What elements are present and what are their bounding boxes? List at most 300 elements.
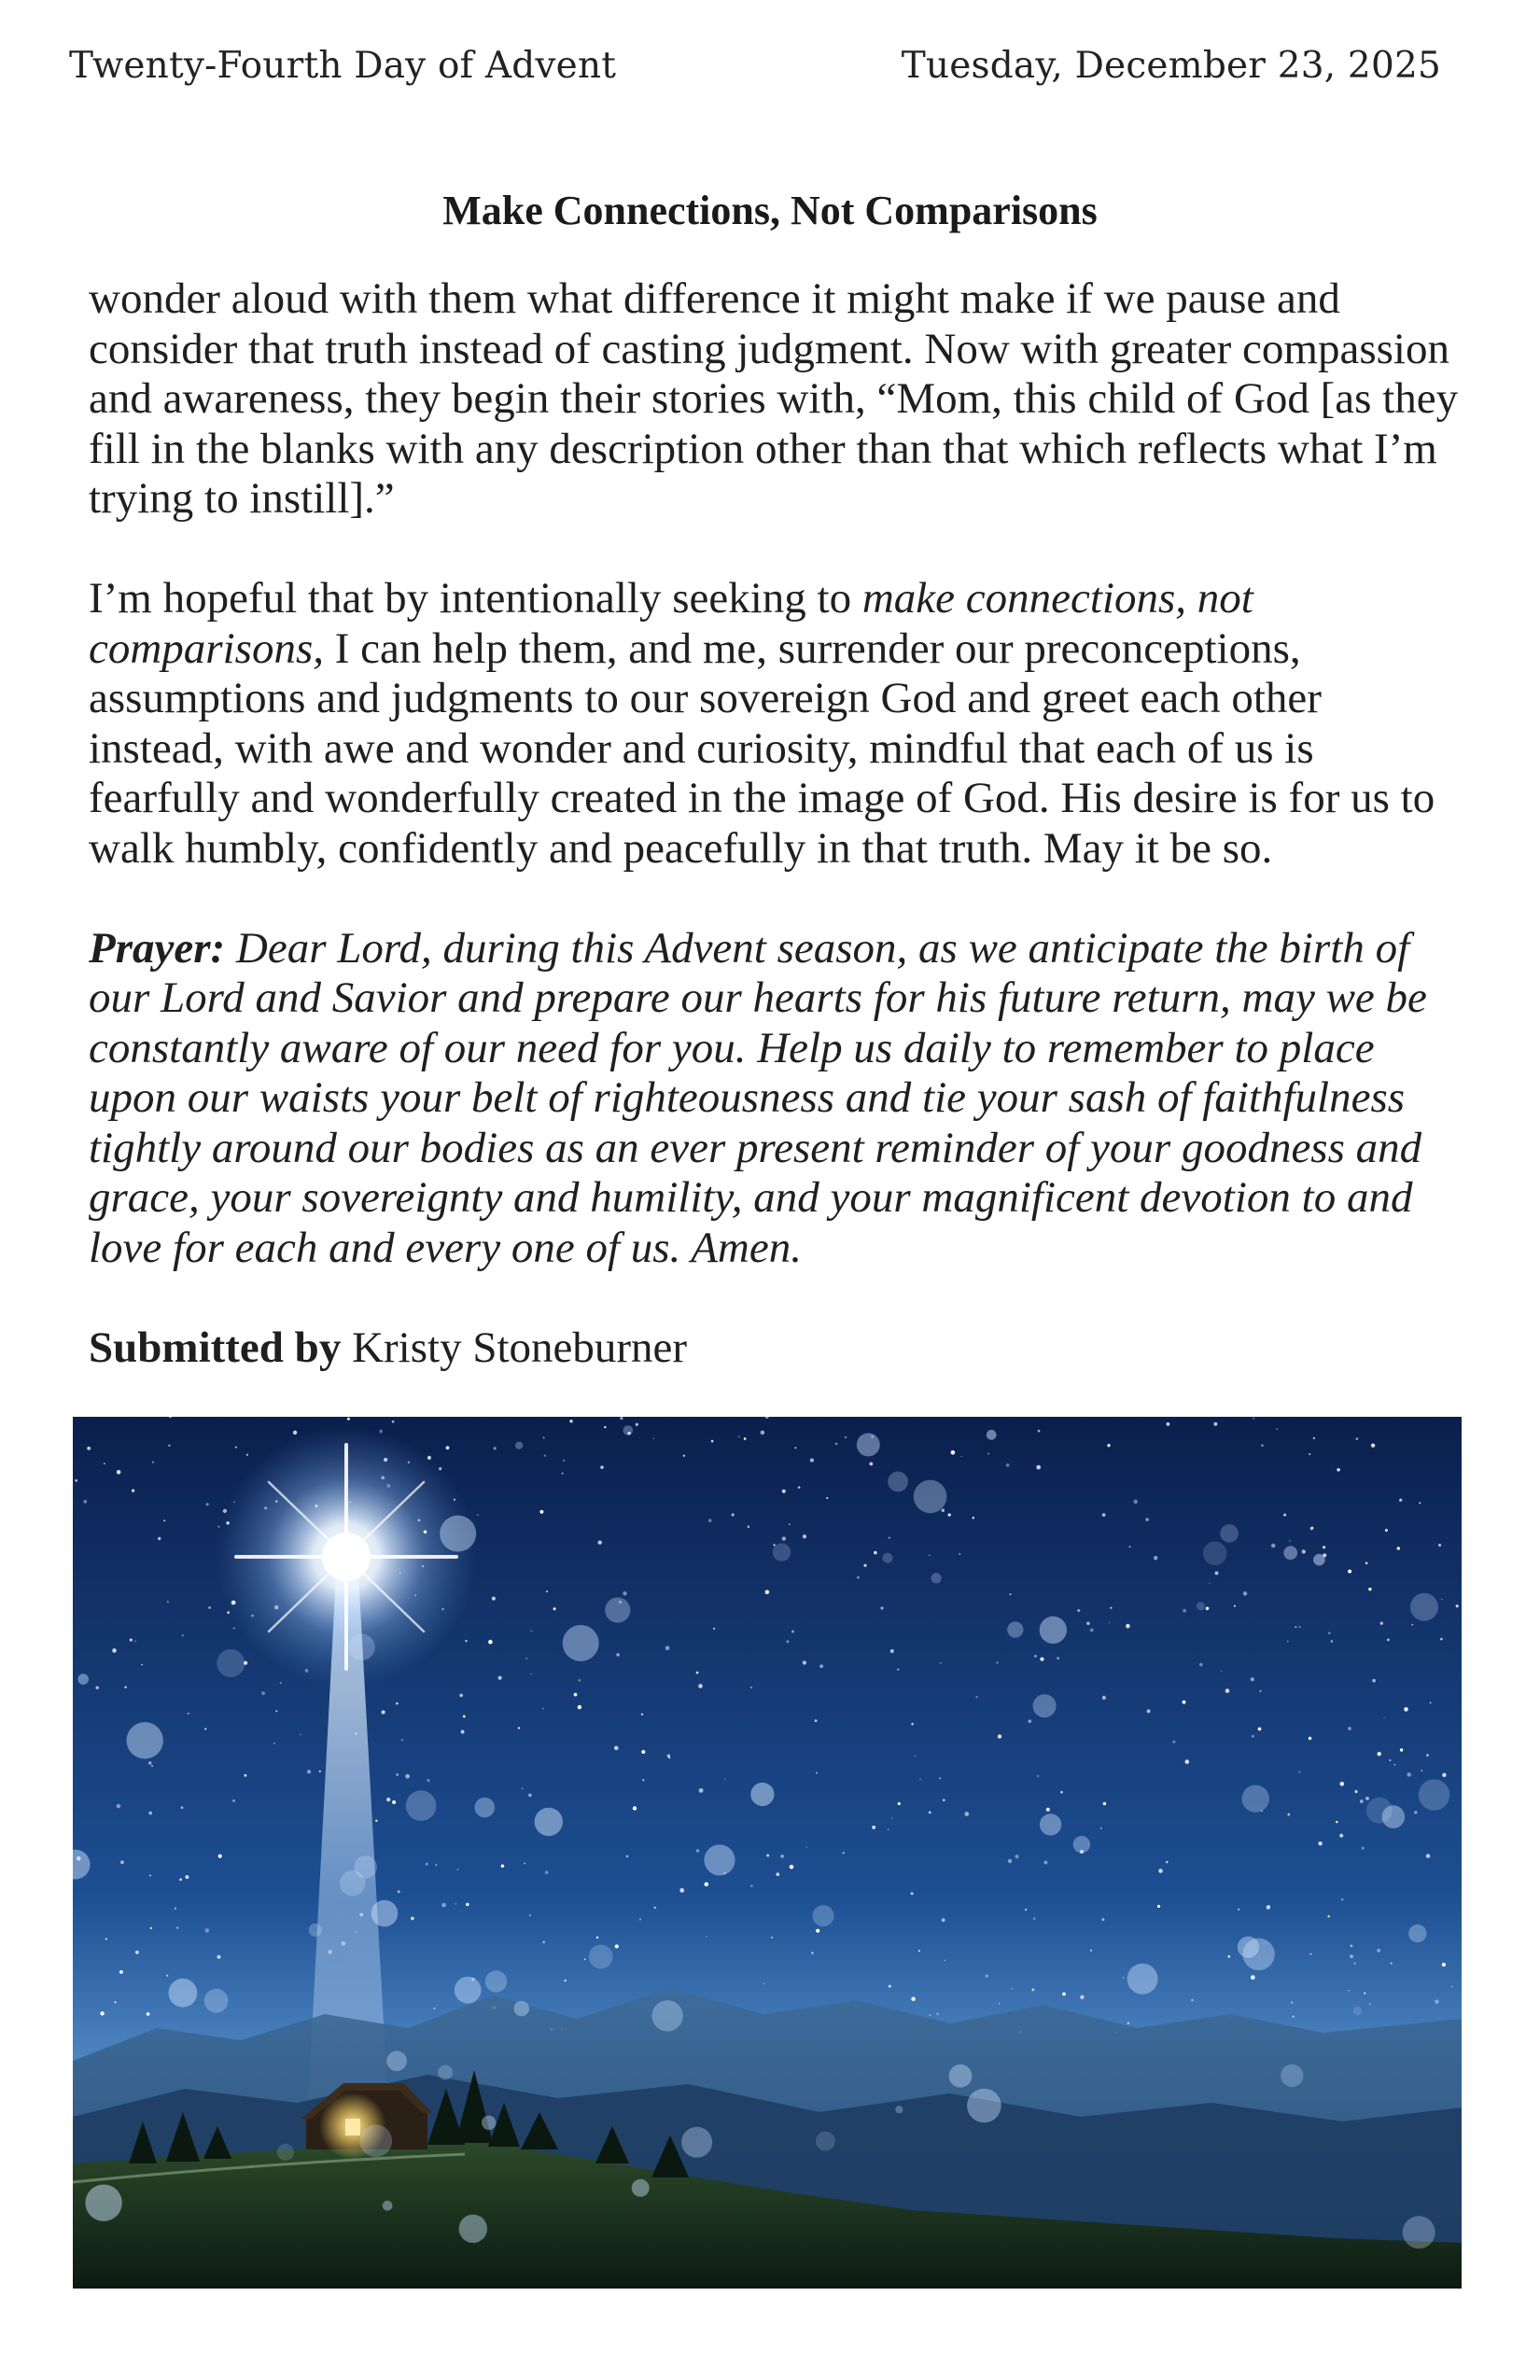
star-dot: [273, 1743, 275, 1744]
star-dot: [930, 2014, 931, 2015]
snowflake: [1242, 1785, 1269, 1813]
star-dot: [1034, 1655, 1037, 1658]
star-dot: [382, 1710, 385, 1714]
snowflake: [1382, 1805, 1406, 1828]
star-dot: [1430, 1702, 1432, 1704]
star-dot: [163, 1519, 165, 1521]
star-dot: [790, 1865, 794, 1869]
star-dot: [1006, 1463, 1010, 1467]
star-dot: [1295, 1626, 1297, 1628]
star-dot: [915, 1756, 917, 1757]
snowflake: [1238, 1937, 1259, 1958]
star-dot: [699, 1788, 704, 1793]
snowflake: [1040, 1813, 1061, 1835]
star-dot: [522, 1788, 523, 1789]
star-dot: [244, 1774, 246, 1777]
star-dot: [869, 1462, 873, 1465]
star-dot: [546, 1590, 548, 1592]
snowflake: [857, 1433, 880, 1456]
star-dot: [636, 1423, 638, 1426]
star-dot: [1368, 1588, 1371, 1590]
star-dot: [683, 1455, 685, 1457]
star-dot: [780, 1855, 784, 1858]
star-dot: [466, 1903, 469, 1906]
star-dot: [1351, 1945, 1353, 1948]
star-dot: [246, 1454, 248, 1456]
star-dot: [750, 1884, 753, 1887]
star-dot: [441, 1903, 446, 1908]
star-dot: [615, 1944, 619, 1948]
star-dot: [653, 1437, 654, 1438]
star-dot: [185, 1875, 189, 1879]
star-dot: [616, 1653, 619, 1656]
star-dot: [1206, 1606, 1210, 1610]
star-dot: [235, 1447, 237, 1449]
star-dot: [543, 1436, 545, 1438]
star-dot: [411, 1917, 414, 1921]
star-dot: [872, 1826, 875, 1829]
star-dot: [1441, 1599, 1442, 1600]
snowflake: [340, 1870, 365, 1896]
star-dot: [1369, 2003, 1370, 2004]
star-dot: [1258, 1728, 1262, 1731]
snowflake: [514, 2001, 529, 2016]
star-dot: [1259, 1690, 1261, 1692]
snowflake: [217, 1649, 245, 1677]
star-dot: [1435, 1999, 1439, 2004]
star-dot: [1348, 1727, 1351, 1730]
prayer-label: Prayer:: [89, 923, 226, 973]
star-dot: [1060, 1791, 1062, 1793]
star-dot: [940, 1662, 942, 1664]
star-dot: [1100, 1827, 1102, 1829]
star-dot: [1390, 1759, 1392, 1761]
star-dot: [843, 1852, 845, 1854]
star-dot: [545, 1870, 549, 1874]
star-dot: [1451, 1986, 1452, 1987]
star-dot: [104, 1463, 105, 1464]
star-dot: [1365, 1797, 1369, 1800]
star-dot: [816, 1772, 817, 1773]
snowflake: [563, 1625, 599, 1661]
star-dot: [1172, 1741, 1175, 1743]
star-dot: [446, 1446, 450, 1449]
star-dot: [889, 1985, 891, 1988]
star-dot: [176, 1927, 178, 1929]
snowflake: [77, 1673, 89, 1685]
star-dot: [1011, 1988, 1012, 1989]
star-dot: [1025, 1909, 1027, 1911]
star-dot: [679, 1888, 684, 1893]
star-dot: [392, 1421, 395, 1423]
star-dot: [436, 1864, 437, 1865]
star-dot: [1090, 1629, 1094, 1632]
star-dot: [148, 1812, 152, 1815]
star-dot: [1209, 1583, 1210, 1584]
star-dot: [1350, 1954, 1353, 1958]
star-dot: [665, 1645, 670, 1650]
snowflake: [750, 1783, 774, 1806]
star-dot: [396, 1773, 398, 1775]
star-dot: [563, 1460, 565, 1462]
star-dot: [763, 1983, 764, 1984]
star-dot: [819, 1664, 823, 1668]
star-dot: [1327, 1915, 1329, 1917]
star-dot: [750, 1687, 752, 1688]
star-dot: [1310, 1953, 1312, 1955]
star-dot: [134, 1641, 136, 1643]
star-dot: [463, 1715, 466, 1718]
snowflake: [371, 1900, 399, 1927]
star-dot: [578, 1705, 581, 1709]
star-dot: [748, 1526, 750, 1529]
star-dot: [961, 1456, 962, 1457]
snowflake: [1033, 1694, 1057, 1717]
star-dot: [1356, 1437, 1359, 1440]
star-dot: [897, 1669, 899, 1671]
bethlehem-star: [322, 1533, 371, 1581]
star-dot: [1372, 1679, 1376, 1683]
star-dot: [1414, 1811, 1417, 1813]
star-dot: [791, 1631, 794, 1633]
star-dot: [1331, 1640, 1334, 1643]
star-dot: [597, 1540, 601, 1544]
star-dot: [888, 1828, 889, 1830]
snowflake: [883, 1553, 893, 1563]
star-dot: [130, 1639, 133, 1642]
star-dot: [654, 1907, 656, 1909]
snowflake: [204, 1989, 229, 2013]
star-dot: [1261, 1444, 1264, 1447]
star-dot: [1090, 1950, 1092, 1952]
star-dot: [975, 1696, 977, 1698]
star-dot: [181, 1806, 184, 1809]
star-dot: [806, 1846, 807, 1847]
star-dot: [639, 1918, 641, 1920]
star-dot: [1199, 1663, 1203, 1667]
snowflake: [1313, 1554, 1325, 1566]
paragraph-2-intro: I’m hopeful that by intentionally seeking to: [89, 574, 862, 623]
star-dot: [1252, 1735, 1254, 1738]
star-dot: [148, 1761, 152, 1765]
star-dot: [1349, 1990, 1350, 1991]
snowflake: [1403, 2216, 1435, 2248]
star-dot: [782, 1490, 786, 1493]
star-dot: [150, 1927, 152, 1929]
star-dot: [461, 1730, 465, 1734]
star-dot: [465, 1640, 467, 1642]
star-dot: [1110, 1607, 1112, 1609]
star-dot: [1292, 2015, 1294, 2017]
snowflake: [888, 1472, 908, 1492]
snowflake: [440, 1516, 476, 1552]
star-dot: [168, 1445, 170, 1447]
star-dot: [386, 1798, 390, 1801]
star-dot: [300, 1734, 301, 1735]
snowflake: [515, 1442, 523, 1449]
star-dot: [794, 1447, 796, 1449]
star-dot: [206, 1503, 209, 1505]
page-header: [69, 41, 1441, 90]
prayer-text: Dear Lord, during this Advent season, as we anticipate the birth of our Lord and Savior and prepare our hearts for his future return, may we be constantly aware of our need for you. Help us daily to remember to place upon our waists your belt of righteousness and tie your sash of faithfulness tightly around our bodies as an ever present reminder of your goodness and grace, your sovereignty and humility, and your magnificent devotion to and love for each and every one of us. Amen.: [89, 923, 1427, 1272]
star-dot: [826, 1497, 828, 1499]
snowflake: [1220, 1524, 1239, 1543]
star-dot: [1029, 1719, 1032, 1723]
star-dot: [623, 1591, 626, 1595]
star-dot: [1036, 1465, 1041, 1470]
star-dot: [803, 1534, 806, 1538]
star-dot: [1225, 1688, 1230, 1693]
star-dot: [997, 1662, 999, 1664]
star-dot: [1456, 1604, 1459, 1607]
snowflake: [1408, 1925, 1426, 1942]
star-dot: [1213, 1422, 1217, 1426]
star-dot: [789, 1524, 790, 1525]
snowflake: [773, 1543, 791, 1561]
star-dot: [141, 1664, 143, 1666]
star-dot: [1191, 1999, 1194, 2002]
star-dot: [600, 1465, 604, 1469]
snowflake: [1073, 1836, 1090, 1853]
star-dot: [919, 1779, 920, 1780]
star-dot: [1037, 1775, 1039, 1777]
paragraph-1: wonder aloud with them what difference it might make if we pause and consider that truth instead of casting judgment. Now with greater compassion and awareness, they begin their stories with, “Mom, this child of God [as they fill in the blanks with any description other than that which reflects what I’m trying to instill].”: [89, 274, 1459, 523]
snowflake: [348, 1634, 375, 1661]
star-dot: [1362, 1847, 1365, 1850]
snowflake: [1410, 1593, 1438, 1621]
star-dot: [564, 1980, 567, 1982]
snowflake: [816, 2132, 835, 2151]
star-dot: [880, 1606, 883, 1609]
star-dot: [732, 1513, 735, 1516]
snowflake: [1281, 2065, 1303, 2087]
star-dot: [774, 1544, 776, 1546]
star-dot: [524, 1863, 525, 1865]
star-dot: [948, 1514, 951, 1517]
star-dot: [1154, 1556, 1157, 1560]
star-dot: [1298, 1771, 1300, 1773]
star-dot: [584, 1958, 586, 1960]
snowflake: [704, 1844, 735, 1875]
star-dot: [942, 1508, 945, 1512]
star-dot: [1387, 1639, 1390, 1642]
star-dot: [204, 1728, 206, 1729]
star-dot: [1251, 1677, 1254, 1681]
star-dot: [1129, 1546, 1131, 1547]
star-dot: [1086, 1621, 1090, 1625]
star-dot: [1397, 1547, 1401, 1550]
star-dot: [803, 1660, 806, 1664]
star-dot: [641, 1750, 645, 1754]
star-dot: [939, 1777, 941, 1779]
star-dot: [124, 1687, 126, 1688]
star-dot: [1309, 1453, 1310, 1455]
star-dot: [1309, 1737, 1311, 1740]
star-dot: [1183, 1701, 1186, 1704]
star-dot: [117, 1804, 121, 1809]
star-dot: [182, 1634, 185, 1637]
star-dot: [233, 1628, 234, 1629]
star-dot: [943, 1799, 945, 1801]
star-dot: [578, 1679, 581, 1682]
snowflake: [85, 2185, 121, 2221]
paragraph-2-rest: I can help them, and me, surrender our preconceptions, assumptions and judgments to our sovereign God and greet each other instead, with awe and wonder and curiosity, mindful that each of us is fearfully and wonderfully created in the image of God. His desire is for us to walk humbly, confidently and peacefully in that truth. May it be so.: [89, 623, 1435, 873]
star-dot: [544, 1454, 546, 1456]
paragraph-2-emphasis: make connections, not comparisons,: [89, 574, 1253, 673]
submitted-by-label: Submitted by: [89, 1323, 342, 1372]
star-dot: [1399, 1499, 1402, 1502]
star-dot: [1365, 1561, 1368, 1564]
star-dot: [845, 1436, 847, 1438]
star-dot: [280, 1682, 282, 1684]
star-dot: [518, 1727, 520, 1729]
star-dot: [1391, 1963, 1393, 1965]
star-dot: [964, 1812, 969, 1816]
star-dot: [232, 1799, 235, 1802]
snowflake: [967, 2089, 1001, 2123]
star-dot: [1378, 1752, 1381, 1756]
star-dot: [105, 1938, 107, 1939]
star-dot: [149, 1875, 151, 1877]
star-dot: [158, 1537, 161, 1540]
star-dot: [863, 1564, 866, 1567]
star-dot: [771, 1937, 773, 1939]
star-dot: [951, 1450, 956, 1455]
star-dot: [498, 1676, 502, 1680]
star-dot: [1183, 1609, 1186, 1613]
star-dot: [835, 1443, 838, 1446]
star-dot: [1062, 1993, 1066, 1996]
star-dot: [1221, 1671, 1222, 1672]
star-dot: [1234, 1605, 1236, 1607]
snowflake: [632, 2179, 650, 2197]
star-dot: [1400, 1748, 1403, 1751]
star-dot: [1341, 1898, 1343, 1900]
star-dot: [1419, 1502, 1421, 1504]
star-dot: [1364, 1992, 1365, 1994]
star-dot: [1243, 1591, 1248, 1596]
star-dot: [1080, 1995, 1084, 1999]
star-dot: [1360, 1799, 1364, 1803]
star-dot: [1057, 1657, 1059, 1659]
star-dot: [525, 1658, 526, 1659]
star-dot: [604, 1426, 606, 1428]
snowflake: [455, 1977, 482, 2004]
star-dot: [1038, 1430, 1041, 1433]
star-dot: [1287, 1813, 1290, 1816]
star-dot: [1385, 1529, 1388, 1532]
snowflake: [1197, 1602, 1205, 1610]
star-dot: [1283, 1514, 1286, 1517]
star-dot: [319, 1771, 321, 1772]
snowflake: [535, 1808, 563, 1836]
snowflake: [277, 2144, 294, 2161]
star-dot: [782, 1536, 786, 1540]
star-dot: [179, 1878, 182, 1881]
star-dot: [1299, 1626, 1301, 1628]
star-dot: [918, 1950, 920, 1952]
snowflake: [459, 2215, 487, 2243]
snowflake: [605, 1598, 630, 1623]
star-dot: [696, 1672, 699, 1674]
star-dot: [1302, 1549, 1306, 1553]
star-dot: [75, 1479, 77, 1482]
star-dot: [1411, 1624, 1413, 1626]
snowflake: [485, 1970, 507, 1992]
star-dot: [1157, 1905, 1160, 1908]
star-dot: [811, 1952, 814, 1954]
star-dot: [392, 1800, 396, 1804]
star-dot: [614, 1746, 619, 1751]
devotional-title: Make Connections, Not Comparisons: [442, 188, 1098, 233]
star-dot: [1328, 1631, 1331, 1634]
star-dot: [501, 1865, 505, 1869]
author-name: Kristy Stoneburner: [341, 1323, 688, 1372]
date-label: Tuesday, December 23, 2025: [901, 44, 1441, 87]
star-dot: [998, 1734, 1001, 1738]
snowflake: [813, 1905, 834, 1926]
star-dot: [986, 1974, 989, 1978]
star-dot: [218, 1855, 222, 1858]
star-dot: [119, 1970, 123, 1974]
star-dot: [1046, 1808, 1050, 1812]
star-dot: [898, 1802, 901, 1805]
star-dot: [95, 1687, 99, 1690]
star-dot: [261, 1691, 265, 1695]
star-dot: [1440, 1638, 1443, 1641]
star-dot: [1102, 1696, 1106, 1700]
snowflake: [475, 1798, 496, 1818]
star-dot: [1166, 1422, 1169, 1426]
star-dot: [347, 1418, 350, 1421]
star-dot: [1371, 1443, 1375, 1447]
star-dot: [1251, 1975, 1255, 1980]
star-dot: [1103, 1802, 1106, 1805]
star-dot: [891, 1817, 892, 1818]
star-dot: [488, 1640, 493, 1645]
star-dot: [596, 1937, 598, 1939]
star-dot: [553, 1607, 556, 1610]
star-dot: [1353, 1962, 1355, 1964]
star-dot: [1107, 1444, 1110, 1447]
star-dot: [1127, 2022, 1130, 2024]
star-dot: [857, 1576, 860, 1579]
star-dot: [217, 1955, 221, 1959]
star-dot: [1102, 1513, 1106, 1517]
star-dot: [1145, 1518, 1149, 1521]
star-dot: [1421, 1770, 1423, 1771]
star-dot: [776, 1872, 779, 1876]
snowflake: [438, 2065, 453, 2080]
snowflake: [931, 1573, 942, 1583]
star-dot: [987, 1453, 989, 1455]
star-dot: [1102, 1918, 1105, 1921]
star-dot: [633, 1806, 637, 1810]
star-dot: [147, 2012, 150, 2016]
star-dot: [1123, 1977, 1125, 1979]
star-dot: [642, 1779, 644, 1781]
star-dot: [562, 1473, 564, 1475]
star-dot: [1442, 1773, 1446, 1777]
star-dot: [1015, 1855, 1019, 1858]
snowflake: [359, 2124, 392, 2157]
snowflake: [1419, 1779, 1449, 1810]
snowflake: [589, 1945, 613, 1969]
star-dot: [1426, 1754, 1429, 1757]
star-dot: [1238, 1909, 1239, 1911]
star-dot: [708, 1519, 711, 1521]
star-dot: [1277, 1428, 1278, 1429]
